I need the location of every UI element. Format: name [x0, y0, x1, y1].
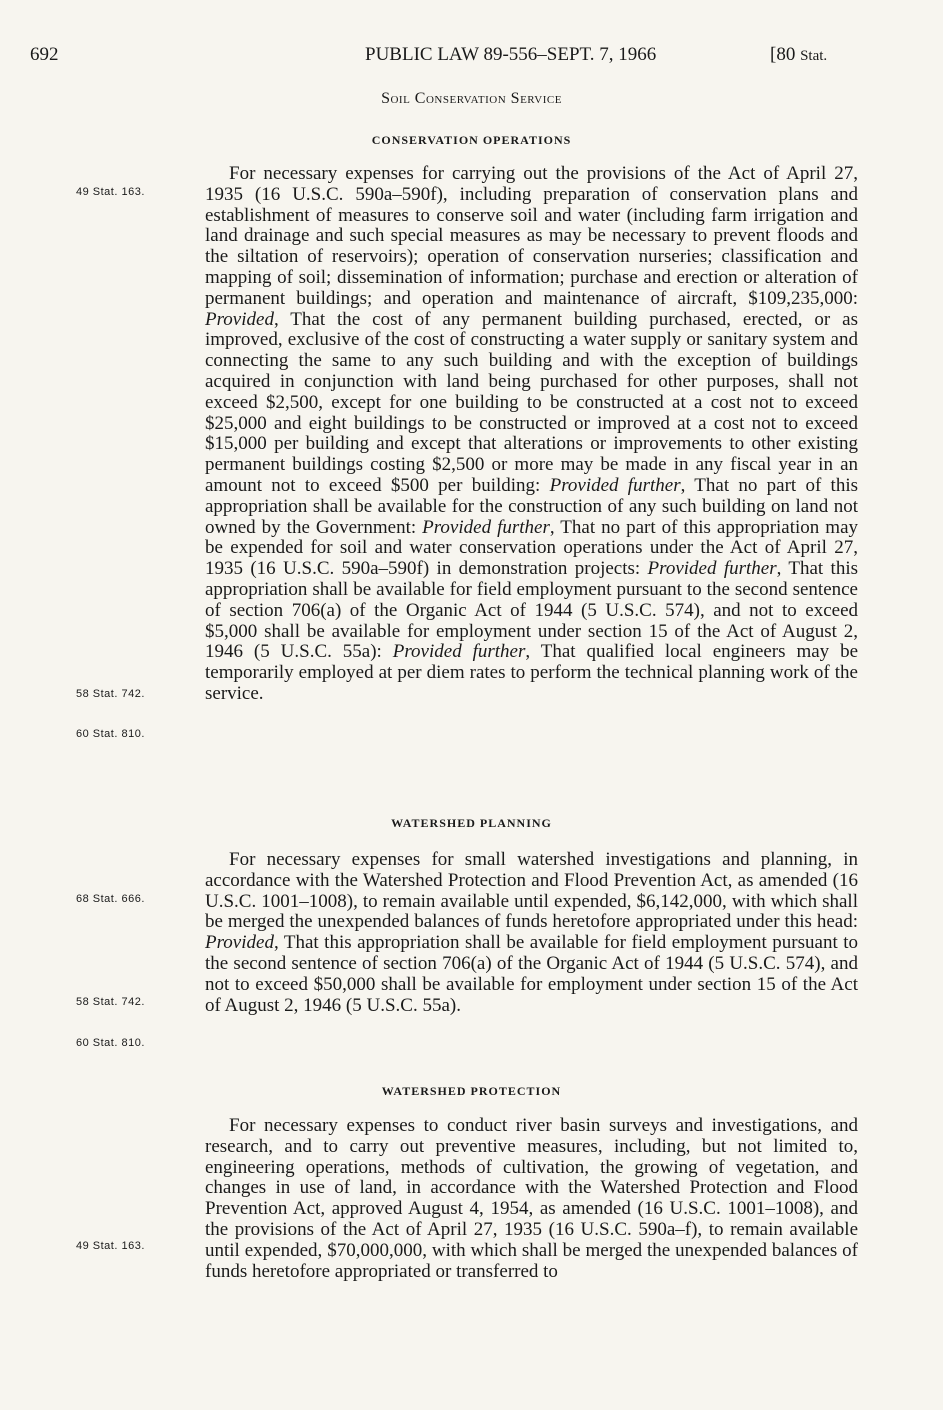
paragraph-conservation-operations [205, 164, 858, 705]
paragraph-watershed-planning [205, 850, 858, 1016]
text: , That qualified local engineers may be temporarily employed at per diem rates to perform the technical planning work of the service. [205, 641, 859, 704]
text: For necessary expenses for carrying out the provisions of the Act of April 27, 1935 (16 U.S.C. 590a–590f), including preparation of conservation plans and establishment of measures to conserve soil and water (including farm irrigation and land drainage and such special measures as may be necessary to prevent floods and the siltation of reservoirs); operation of conservation nurseries; classification and mapping of soil; dissemination of information; purchase and erection or alteration of permanent buildings; and operation and maintenance of aircraft, $109,235,000: [205, 163, 858, 309]
margin-citation: 58 Stat. 742. [76, 688, 145, 700]
margin-citation: 49 Stat. 163. [76, 1240, 145, 1252]
proviso: Provided further [647, 558, 777, 580]
page-number: 692 [30, 44, 59, 65]
text: , That no part of this appropriation may be expended for soil and water conservation operations under the Act of April 27, 1935 (16 U.S.C. 590a–590f) in demonstration projects: [205, 516, 859, 580]
text: , That the cost of any permanent building purchased, erected, or as improved, exclusive of the cost of constructing a water supply or sanitary system and connecting the same to any such building and with the exception of buildings acquired in conjunction with land being purchased for other purposes, shall not exceed $2,500, except for one building to be constructed at a cost not to exceed $25,000 and eight buildings to be constructed or improved at a cost not to exceed $15,000 per building and except that alterations or improvements to other existing permanent buildings costing $2,500 or more may be made in any fiscal year in an amount not to exceed $500 per building: [205, 308, 858, 496]
margin-citation: 58 Stat. 742. [76, 996, 145, 1008]
text: , That this appropriation shall be available for field employment pursuant to the second sentence of section 706(a) of the Organic Act of 1944 (5 U.S.C. 574), and not to exceed $50,000 shall be available for employment under section 15 of the Act of August 2, 1946 (5 U.S.C. 55a). [205, 932, 858, 1016]
proviso: Provided further [392, 641, 526, 663]
margin-citation: 60 Stat. 810. [76, 728, 145, 740]
margin-citation: 49 Stat. 163. [76, 186, 145, 198]
text: , That this appropriation shall be available for field employment pursuant to the second sentence of section 706(a) of the Organic Act of 1944 (5 U.S.C. 574), and not to exceed $5,000 shall be available for employment under section 15 of the Act of August 2, 1946 (5 U.S.C. 55a): [205, 558, 858, 663]
proviso: Provided further [422, 516, 550, 538]
section-title: Soil Conservation Service [381, 90, 562, 107]
heading-conservation-operations: CONSERVATION OPERATIONS [371, 133, 572, 147]
running-head: PUBLIC LAW 89-556–SEPT. 7, 1966 [365, 44, 657, 65]
proviso: Provided [205, 932, 274, 954]
statute-reference [770, 44, 827, 66]
paragraph-watershed-protection: For necessary expenses to conduct river basin surveys and investigations, and research, and to carry out preventive measures, including, but not limited to, engineering operations, methods of cultivation, the growing of vegetation, and changes in use of land, in accordance with the Watershed Protection and Flood Prevention Act, approved August 4, 1954, as amended (16 U.S.C. 1001–1008), and the provisions of the Act of April 27, 1935 (16 U.S.C. 590a–f), to remain available until expended, $70,000,000, with which shall be merged the unexpended balances of funds heretofore appropriated or transferred to [205, 1115, 858, 1282]
statute-abbrev: Stat. [800, 48, 828, 64]
heading-watershed-protection: WATERSHED PROTECTION [381, 1084, 562, 1098]
proviso: Provided further [549, 474, 681, 496]
proviso: Provided [205, 308, 274, 330]
heading-watershed-planning: WATERSHED PLANNING [391, 816, 552, 830]
margin-citation: 60 Stat. 810. [76, 1037, 145, 1049]
statute-volume: [80 [770, 44, 796, 65]
text: , That no part of this appropriation shall be available for the construction of any such building on land not owned by the Government: [205, 474, 859, 538]
text: For necessary expenses for small watershed investigations and planning, in accordance with the Watershed Protection and Flood Prevention Act, as amended (16 U.S.C. 1001–1008), to remain available until expended, $6,142,000, with which shall be merged the unexpended balances of funds heretofore appropriated under this head: [205, 849, 858, 933]
margin-citation: 68 Stat. 666. [76, 893, 145, 905]
